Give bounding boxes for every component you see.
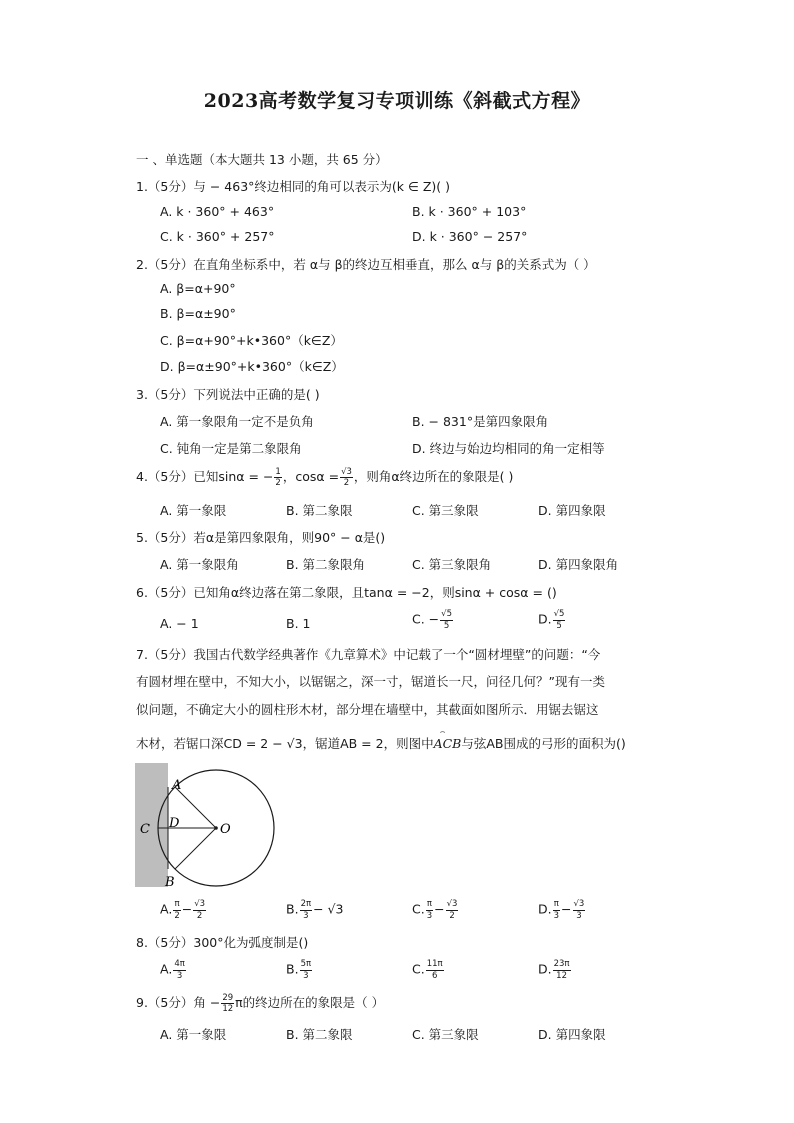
question-3-stem: 3.（5分）下列说法中正确的是( ) (136, 387, 320, 402)
fraction-denominator: 12 (556, 970, 567, 981)
fraction-numerator: 1 (275, 466, 281, 477)
label-c: C (140, 822, 150, 837)
question-9-stem-part: 9.（5分）角 − (136, 995, 221, 1010)
label-b: B (165, 875, 175, 890)
fraction (553, 900, 560, 920)
question-7-line-4 (136, 734, 626, 752)
question-3-option-d[interactable]: D. 终边与始边均相同的角一定相等 (412, 441, 605, 456)
question-7-option-b[interactable] (286, 900, 343, 920)
fraction (440, 610, 453, 630)
label-d: D (169, 816, 180, 831)
question-1-option-a[interactable]: A. k · 360° + 463° (160, 204, 275, 219)
question-5-option-c[interactable]: C. 第三象限角 (412, 557, 492, 572)
question-6-stem: 6.（5分）已知角α终边落在第二象限，且tanα = −2，则sinα + cosα = () (136, 585, 557, 600)
option-label: A. (160, 901, 173, 917)
fraction-denominator: 3 (553, 910, 560, 921)
fraction-denominator: 2 (174, 910, 180, 921)
option-label: A. (160, 961, 173, 977)
fraction-denominator: 12 (222, 1004, 234, 1014)
label-a: A (172, 778, 182, 793)
fraction-denominator: 3 (303, 970, 309, 981)
fraction-numerator: 5π (300, 959, 312, 969)
fraction-numerator: √3 (573, 899, 585, 909)
question-4-option-b[interactable]: B. 第二象限 (286, 503, 353, 518)
option-label: D. (538, 901, 552, 917)
fraction (426, 960, 444, 980)
label-o: O (220, 822, 231, 837)
question-9-option-c[interactable]: C. 第三象限 (412, 1027, 479, 1042)
fraction-numerator: π (553, 899, 559, 909)
question-7-option-d[interactable] (538, 900, 586, 920)
fraction (340, 468, 353, 488)
option-label: C. (412, 961, 425, 977)
question-7-stem-part: 与弦AB围成的弓形的面积为() (461, 736, 626, 751)
fraction-denominator: 2 (196, 910, 203, 921)
question-5-option-a[interactable]: A. 第一象限角 (160, 557, 239, 572)
operator: − √3 (313, 901, 344, 917)
fraction-numerator: π (426, 899, 432, 909)
section-heading: 一 、单选题（本大题共 13 小题，共 65 分） (136, 152, 388, 167)
question-8-option-b[interactable] (286, 960, 313, 980)
fraction-denominator: 2 (449, 910, 455, 921)
question-9-stem-part: π的终边所在的象限是（ ） (235, 995, 385, 1010)
fraction-denominator: 3 (576, 910, 582, 921)
question-9-option-a[interactable]: A. 第一象限 (160, 1027, 227, 1042)
question-9-option-b[interactable]: B. 第二象限 (286, 1027, 353, 1042)
question-2-stem: 2.（5分）在直角坐标系中，若 α与 β的终边互相垂直，那么 α与 β的关系式为（ ） (136, 257, 596, 272)
option-label: C. (412, 901, 425, 917)
fraction-numerator: 2π (300, 899, 312, 909)
fraction (300, 900, 313, 920)
arc-label: ⌢ ACB (434, 736, 462, 751)
fraction-denominator: 5 (556, 620, 562, 631)
question-7-line-1: 7.（5分）我国古代数学经典著作《九章算术》中记载了一个“圆材埋壁”的问题：“今 (136, 647, 601, 662)
fraction-numerator: √3 (446, 899, 458, 909)
fraction (446, 900, 459, 920)
question-4-option-d[interactable]: D. 第四象限 (538, 503, 606, 518)
fraction-numerator: π (174, 899, 180, 909)
question-6-option-d[interactable] (538, 610, 566, 630)
question-7-option-c[interactable] (412, 900, 459, 920)
fraction-denominator: 5 (443, 620, 450, 631)
fraction-denominator: 3 (303, 910, 309, 921)
question-2-option-b[interactable]: B. β=α±90° (160, 306, 236, 321)
question-7-option-a[interactable] (160, 900, 207, 920)
question-3-option-c[interactable]: C. 钝角一定是第二象限角 (160, 441, 302, 456)
fraction-numerator: 4π (174, 959, 185, 969)
fraction (173, 900, 180, 920)
question-9-stem (136, 993, 384, 1014)
fraction-numerator: 11π (426, 959, 443, 969)
question-4-stem-part: ，则角α终边所在的象限是( ) (353, 469, 514, 484)
fraction (553, 610, 566, 630)
fraction-numerator: √5 (441, 609, 452, 619)
fraction (573, 900, 586, 920)
option-label: B. (286, 901, 299, 917)
question-4-stem-part: 4.（5分）已知sinα = − (136, 469, 274, 484)
question-5-stem: 5.（5分）若α是第四象限角，则90° − α是() (136, 530, 386, 545)
fraction (426, 900, 433, 920)
fraction (173, 960, 186, 980)
fraction (193, 900, 206, 920)
segment-ao (175, 787, 216, 828)
question-1-option-c[interactable]: C. k · 360° + 257° (160, 229, 275, 244)
question-8-option-d[interactable] (538, 960, 572, 980)
fraction (221, 994, 234, 1014)
fraction (553, 960, 571, 980)
option-label: C. − (412, 611, 440, 627)
question-5-option-d[interactable]: D. 第四象限角 (538, 557, 619, 572)
option-label: D. (538, 611, 552, 627)
question-8-stem: 8.（5分）300°化为弧度制是() (136, 935, 309, 950)
operator: − (434, 901, 445, 917)
operator: − (181, 901, 193, 917)
circle-wall-diagram (128, 758, 288, 894)
fraction-denominator: 6 (431, 970, 438, 981)
fraction-numerator: 29 (222, 992, 234, 1003)
fraction-numerator: √3 (341, 466, 352, 477)
question-9-option-d[interactable]: D. 第四象限 (538, 1027, 606, 1042)
question-4-option-a[interactable]: A. 第一象限 (160, 503, 227, 518)
question-7-line-2: 有圆材埋在壁中，不知大小，以锯锯之，深一寸，锯道长一尺，问径几何？”现有一类 (136, 674, 605, 689)
question-6-option-a[interactable]: A. − 1 (160, 616, 199, 631)
fraction-numerator: √3 (194, 899, 206, 909)
fraction (300, 960, 313, 980)
question-3-option-a[interactable]: A. 第一象限角一定不是负角 (160, 414, 314, 429)
option-label: B. (286, 961, 299, 977)
question-1-stem: 1.（5分）与 − 463°终边相同的角可以表示为(k ∈ Z)( ) (136, 179, 451, 194)
fraction-numerator: √5 (553, 609, 565, 619)
operator: − (561, 901, 572, 917)
question-8-option-a[interactable] (160, 960, 187, 980)
question-2-option-c[interactable]: C. β=α+90°+k•360°（k∈Z） (160, 333, 343, 348)
question-4-stem (136, 467, 513, 488)
page-title: 2023高考数学复习专项训练《斜截式方程》 (203, 90, 591, 112)
question-5-option-b[interactable]: B. 第二象限角 (286, 557, 366, 572)
question-7-stem-part: 木材，若锯口深CD = 2 − √3，锯道AB = 2，则图中 (136, 736, 434, 751)
fraction-numerator: 23π (553, 959, 570, 969)
question-7-line-3: 似问题，不确定大小的圆柱形木材，部分埋在墙壁中，其截面如图所示．用锯去锯这 (136, 702, 599, 717)
center-point (214, 826, 218, 830)
question-1-option-b[interactable]: B. k · 360° + 103° (412, 204, 527, 219)
question-2-option-d[interactable]: D. β=α±90°+k•360°（k∈Z） (160, 359, 344, 374)
question-6-option-c[interactable] (412, 610, 454, 630)
question-6-option-b[interactable]: B. 1 (286, 616, 311, 631)
question-4-stem-part: ，cosα = (282, 469, 340, 484)
fraction-denominator: 2 (343, 478, 350, 488)
question-4-option-c[interactable]: C. 第三象限 (412, 503, 479, 518)
question-3-option-b[interactable]: B. − 831°是第四象限角 (412, 414, 549, 429)
option-label: D. (538, 961, 552, 977)
fraction-denominator: 3 (426, 910, 433, 921)
question-2-option-a[interactable]: A. β=α+90° (160, 281, 236, 296)
question-8-option-c[interactable] (412, 960, 445, 980)
question-1-option-d[interactable]: D. k · 360° − 257° (412, 229, 528, 244)
fraction-denominator: 2 (275, 478, 281, 488)
fraction (274, 468, 281, 488)
fraction-denominator: 3 (176, 970, 183, 981)
segment-bo (175, 828, 216, 869)
